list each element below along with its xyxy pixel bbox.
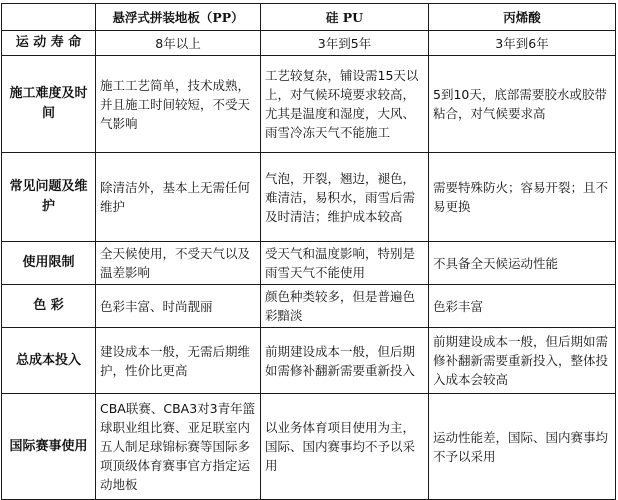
header-corner bbox=[2, 4, 96, 31]
table-row bbox=[2, 242, 616, 285]
comparison-table bbox=[1, 3, 616, 500]
cell-pp-color: 色彩丰富、时尚靓丽 bbox=[96, 285, 261, 328]
row-label-color: 色 彩 bbox=[2, 285, 96, 328]
cell-acrylic-restrictions: 不具备全天候运动性能 bbox=[429, 242, 616, 285]
header-acrylic: 丙烯酸 bbox=[429, 4, 616, 31]
cell-pp-lifespan: 8年以上 bbox=[96, 31, 261, 56]
table-row bbox=[2, 56, 616, 153]
header-silicon-pu: 硅 PU bbox=[261, 4, 429, 31]
cell-pu-international-events: 以业务体育项目使用为主，国际、国内赛事均不予以采用 bbox=[261, 394, 429, 500]
row-label-maintenance: 常见问题及维护 bbox=[2, 153, 96, 242]
cell-pp-construction: 施工工艺简单，技术成熟，并且施工时间较短，不受天气影响 bbox=[96, 56, 261, 153]
table-row bbox=[2, 328, 616, 394]
cell-pu-lifespan: 3年到5年 bbox=[261, 31, 429, 56]
cell-acrylic-construction: 5到10天，底部需要胶水或胶带粘合，对气候要求高 bbox=[429, 56, 616, 153]
cell-pu-restrictions: 受天气和温度影响，特别是雨雪天气不能使用 bbox=[261, 242, 429, 285]
table-header-row bbox=[2, 4, 616, 31]
cell-pp-total-cost: 建设成本一般，无需后期维护，性价比更高 bbox=[96, 328, 261, 394]
cell-pp-international-events: CBA联赛、CBA3对3青年篮球职业组比赛、亚足联室内五人制足球锦标赛等国际多项顶级体育赛事官方指定运动地板 bbox=[96, 394, 261, 500]
cell-pu-color: 颜色种类较多，但是普遍色彩黯淡 bbox=[261, 285, 429, 328]
table-row bbox=[2, 285, 616, 328]
cell-pp-maintenance: 除清洁外，基本上无需任何维护 bbox=[96, 153, 261, 242]
header-pp-floor: 悬浮式拼装地板（PP） bbox=[96, 4, 261, 31]
table-row bbox=[2, 31, 616, 56]
table-row bbox=[2, 153, 616, 242]
cell-pp-restrictions: 全天候使用，不受天气以及温差影响 bbox=[96, 242, 261, 285]
cell-pu-construction: 工艺较复杂，铺设需15天以上，对气候环境要求较高，尤其是温度和湿度，大风、雨雪冷冻天气不能施工 bbox=[261, 56, 429, 153]
cell-acrylic-international-events: 运动性能差，国际、国内赛事均不予以采用 bbox=[429, 394, 616, 500]
row-label-international-events: 国际赛事使用 bbox=[2, 394, 96, 500]
row-label-lifespan: 运 动 寿 命 bbox=[2, 31, 96, 56]
cell-acrylic-total-cost: 前期建设成本一般，但后期如需修补翻新需要重新投入，整体投入成本会较高 bbox=[429, 328, 616, 394]
row-label-total-cost: 总成本投入 bbox=[2, 328, 96, 394]
row-label-construction: 施工难度及时间 bbox=[2, 56, 96, 153]
cell-acrylic-lifespan: 3年到6年 bbox=[429, 31, 616, 56]
cell-acrylic-color: 色彩丰富 bbox=[429, 285, 616, 328]
row-label-restrictions: 使用限制 bbox=[2, 242, 96, 285]
cell-acrylic-maintenance: 需要特殊防火；容易开裂；且不易更换 bbox=[429, 153, 616, 242]
table-row bbox=[2, 394, 616, 500]
cell-pu-total-cost: 前期建设成本一般，但后期如需修补翻新需要重新投入 bbox=[261, 328, 429, 394]
cell-pu-maintenance: 气泡，开裂，翘边，褪色，难清洁，易积水，雨雪后需及时清洁；维护成本较高 bbox=[261, 153, 429, 242]
